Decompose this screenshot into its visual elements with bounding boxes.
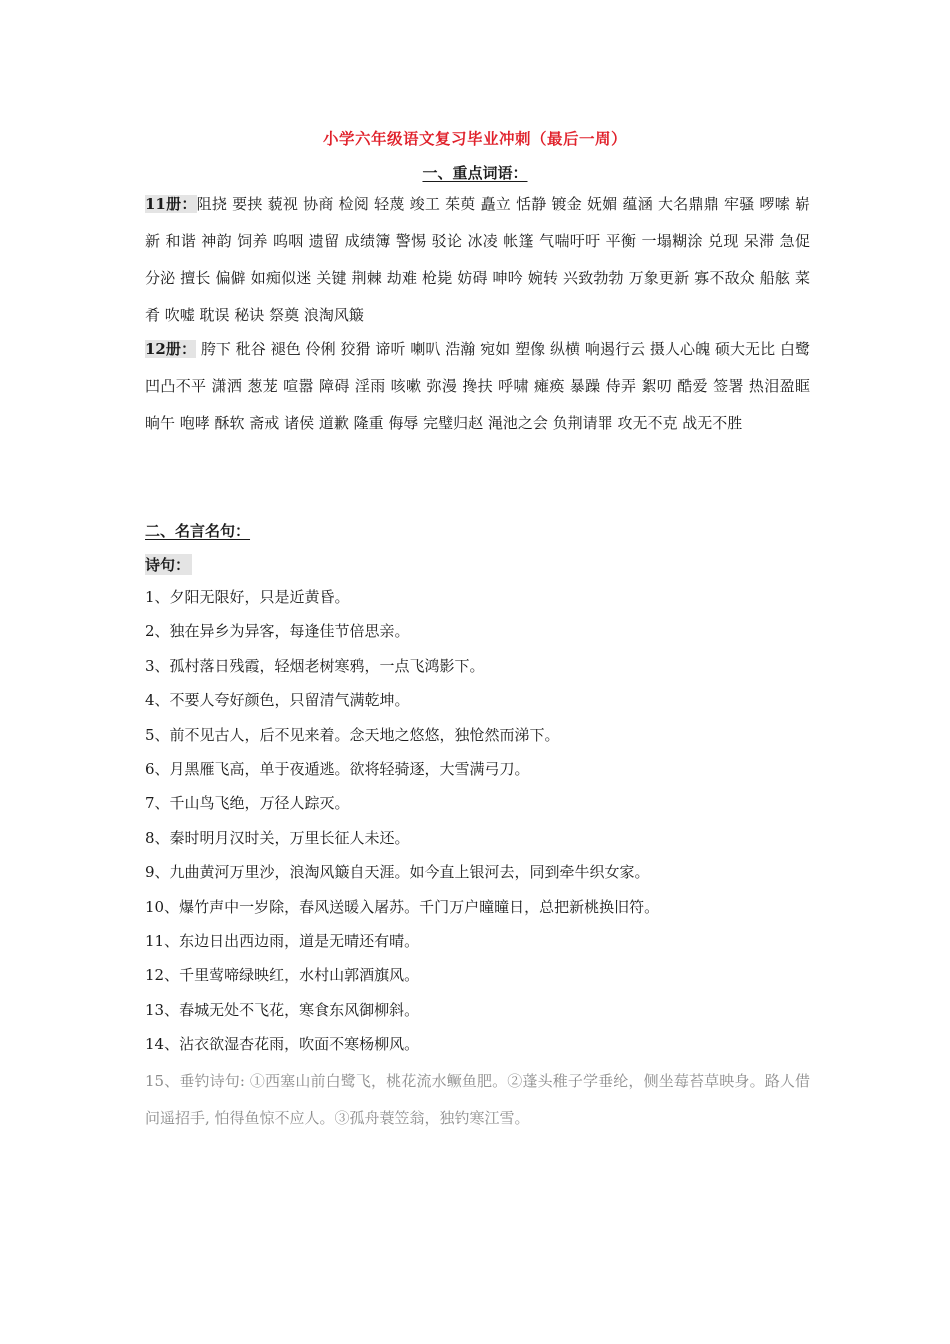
poem-list (145, 582, 810, 1137)
section-heading-famous-quotes: 二、名言名句： (145, 522, 251, 540)
poem-line: 4、不要人夸好颜色，只留清气满乾坤。 (145, 691, 410, 710)
poem-line: 6、月黑雁飞高，单于夜遁逃。欲将轻骑逐，大雪满弓刀。 (145, 759, 530, 778)
poem-line: 14、沾衣欲湿杏花雨，吹面不寒杨柳风。 (145, 1035, 420, 1054)
poem-line: 11、东边日出西边雨，道是无晴还有晴。 (145, 931, 420, 950)
poem-line: 8、秦时明月汉时关，万里长征人未还。 (145, 828, 410, 847)
poem-line: 10、爆竹声中一岁除，春风送暖入屠苏。千门万户曈曈日，总把新桃换旧符。 (145, 897, 660, 916)
poem-line: 3、孤村落日残霞，轻烟老树寒鸦，一点飞鸿影下。 (145, 656, 485, 675)
vocab-volume-12-words: 胯下 秕谷 褪色 伶俐 狡猾 谛听 喇叭 浩瀚 宛如 塑像 纵横 响遏行云 摄人心魄 硕大无比 白鹭 凹凸不平 潇洒 葱茏 喧嚣 障碍 淫雨 咳嗽 弥漫 搀扶 呼啸 瘫痪 暴躁 侍弄 絮叨 酷爱 签署 热泪盈眶 晌午 咆哮 酥软 斋戒 诸侯 道歉 隆重 侮辱 完璧归赵 渑池之会 负荆请罪 攻无不克 战无不胜 (145, 340, 811, 432)
document-title: 小学六年级语文复习毕业冲刺（最后一周） (322, 129, 627, 148)
poem-line: 1、夕阳无限好，只是近黄昏。 (145, 588, 350, 606)
vocab-volume-11-label: 11册： (145, 195, 197, 213)
vocab-volume-11-words: 阻挠 要挟 藐视 协商 检阅 轻蔑 竣工 茱萸 矗立 恬静 镀金 妩媚 蕴涵 大名鼎鼎 牢骚 啰嗦 崭新 和谐 神韵 饲养 呜咽 遗留 成绩簿 警惕 驳论 冰凌 帐篷 气喘吁吁 平衡 一塌糊涂 兑现 呆滞 急促 分泌 擅长 偏僻 如痴似迷 关键 荆棘 劫难 枪毙 妨碍 呻吟 婉转 兴致勃勃 万象更新 寡不敌众 船舷 菜肴 吹嘘 耽误 秘诀 祭奠 浪淘风簸 (145, 195, 811, 324)
vocab-volume-11 (145, 186, 810, 334)
sub-heading-poems: 诗句： (145, 556, 191, 574)
vocab-volume-12-label: 12册： (145, 340, 197, 358)
poem-line: 5、前不见古人，后不见来着。念天地之悠悠，独怆然而涕下。 (145, 725, 560, 744)
poem-line: 2、独在异乡为异客，每逢佳节倍思亲。 (145, 622, 410, 641)
poem-line: 9、九曲黄河万里沙，浪淘风簸自天涯。如今直上银河去，同到牵牛织女家。 (145, 863, 650, 882)
poem-line-fishing: 15、垂钓诗句: ①西塞山前白鹭飞，桃花流水鳜鱼肥。②蓬头稚子学垂纶，侧坐莓苔草映身。路人借问遥招手, 怕得鱼惊不应人。③孤舟蓑笠翁，独钓寒江雪。 (145, 1072, 810, 1128)
poem-line: 13、春城无处不飞花，寒食东风御柳斜。 (145, 1000, 420, 1019)
poem-line: 12、千里莺啼绿映红，水村山郭酒旗风。 (145, 966, 420, 985)
section-heading-key-words: 一、重点词语： (422, 164, 528, 182)
poem-line: 7、千山鸟飞绝，万径人踪灭。 (145, 794, 350, 813)
vocab-volume-12 (145, 331, 810, 442)
